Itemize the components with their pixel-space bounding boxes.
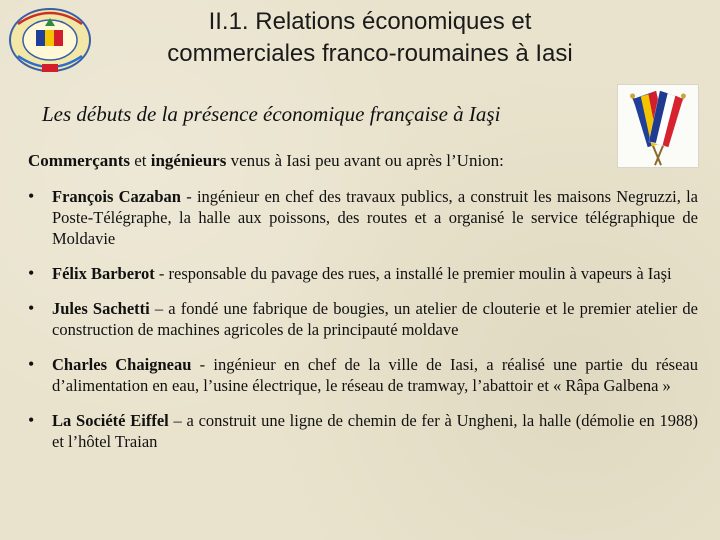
item-description: - ingénieur en chef de la ville de Iasi, a réalisé une partie du réseau d’alimentation en eau, l’usine électrique, le réseau de tramway, l’abattoir et « Râpa Galbena » xyxy=(52,355,698,395)
list-item xyxy=(28,410,698,452)
title-line-1: II.1. Relations économiques et xyxy=(208,8,532,35)
intro-strong-merchants: Commerçants xyxy=(28,151,130,170)
item-description: - ingénieur en chef des travaux publics, a construit les maisons Negruzzi, la Poste-Télégraphe, la halle aux poissons, des routes et a organisé le service télégraphique de Moldavie xyxy=(52,187,698,248)
item-description: – a construit une ligne de chemin de fer à Ungheni, la halle (démolie en 1988) et l’hôtel Traian xyxy=(52,411,699,451)
engineers-list xyxy=(28,186,698,466)
list-item xyxy=(28,354,698,396)
item-name: Jules Sachetti xyxy=(52,299,150,318)
intro-strong-engineers: ingénieurs xyxy=(150,151,227,170)
item-name: François Cazaban xyxy=(52,187,181,206)
list-item xyxy=(28,298,698,340)
item-description: - responsable du pavage des rues, a installé le premier moulin à vapeurs à Iaşi xyxy=(154,264,672,283)
item-description: – a fondé une fabrique de bougies, un atelier de clouterie et le premier atelier de construction de machines agricoles de la principauté moldave xyxy=(52,299,698,339)
title-line-2: commerciales franco-roumaines à Iasi xyxy=(167,40,573,67)
crossed-flags-icon xyxy=(617,84,699,168)
page-title xyxy=(100,6,640,70)
list-item xyxy=(28,186,698,249)
intro-text xyxy=(28,151,504,171)
intro-rest: venus à Iasi peu avant ou après l’Union: xyxy=(226,151,504,170)
item-name: La Société Eiffel xyxy=(52,411,169,430)
school-emblem-icon xyxy=(6,4,104,76)
item-name: Charles Chaigneau xyxy=(52,355,192,374)
section-subtitle: Les débuts de la présence économique française à Iaşi xyxy=(42,102,501,126)
list-item xyxy=(28,263,698,284)
intro-connector: et xyxy=(129,151,151,170)
item-name: Félix Barberot xyxy=(52,264,155,283)
